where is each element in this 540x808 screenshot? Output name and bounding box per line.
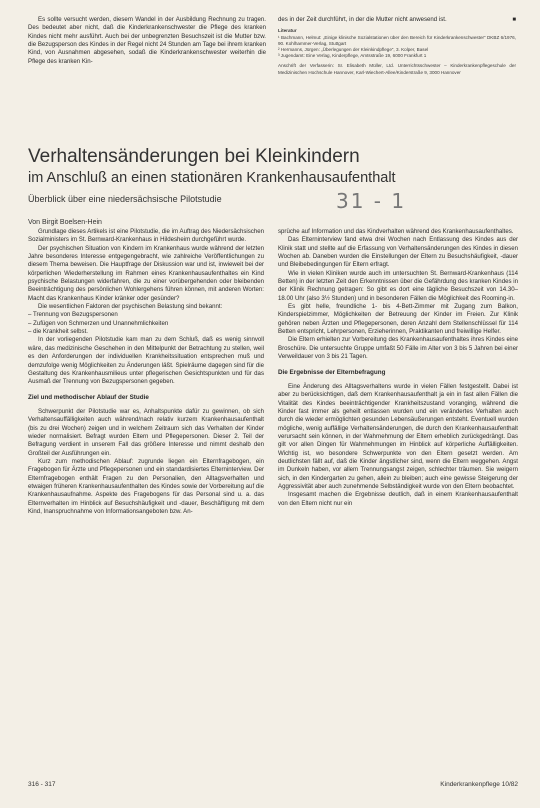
literature-heading: Literatur — [278, 28, 297, 34]
paragraph: Es sollte versucht werden, diesem Wandel in der Ausbildung Rechnung zu tragen. Des bedeutet aber nicht, daß die Kinderkrankenschwester die Pflege des kranken Kindes nicht mehr ausführt. Auch bei der unbegrenzten Besuchszeit ist die Mutter bzw. die Bezugsperson des Kindes in der Regel nicht 24 Stunden am Tage bei ihrem kranken Kind, von Ausnahmen abgesehen, sodaß die Kinderkrankenschwester weiterhin die Pflege des kranken Kin- — [28, 16, 266, 65]
paragraph-text: des in der Zeit durchführt, in der die Mutter nicht anwesend ist. — [278, 16, 447, 23]
body-column-right — [278, 228, 518, 508]
paragraph: Kurz zum methodischen Ablauf: zugrunde liegen ein Elternfragebogen, ein Fragebogen für Ärzte und Pflegepersonen und ein standardisiertes Elterninterview. Der Elternfragebogen enthält Fragen zu den Personalien, den Alltagsverhalten und etwaigen früheren Krankenhausaufenthalten des Kindes sowie der Vorbereitung auf die Krankenhausaufnahme. Aspekte des Fragebogens für das Personal sind u. a. das Elternverhalten im Hinblick auf Besuchshäufigkeit und -dauer, Beschäftigung mit dem Kind, Inanspruchnahme von Informationsangeboten bzw. An- — [28, 457, 264, 515]
author-address: Anschrift der Verfasserin: Sr. Elisabeth Müller, Ltd. Unterrichtsschwester – Kinderkrankenpflegeschule der Medizinischen Hochschule Hannover, Karl-Wiechert-Allee/Kinderstraße 9, 3000 Hannover — [278, 63, 516, 75]
paragraph: Es gibt helle, freundliche 1- bis 4-Bett-Zimmer mit Zugang zum Balkon, Kinderspielzimmer, Möglichkeiten der Betreuung der Kinder im Freien. Zur Klinik gehören neben Ärzten und Pflegepersonen, deren Anzahl dem Stellenschlüssel für 114 Betten entspricht, Lehrpersonen, Erzieherinnen, Praktikanten und freiwillige Helfer. — [278, 303, 518, 336]
page-number: 316 - 317 — [28, 781, 56, 788]
paragraph: Eine Änderung des Alltagsverhaltens wurde in vielen Fällen festgestellt. Dabei ist aber zu berücksichtigen, daß dem Krankenhausaufenthalt ja ein in fast allen Fällen die Vitalität des Kindes beeinträchtigender Krankheitszustand voranging, während die Kinder fast immer als geheilt entlassen wurden und ein verändertes Verhalten auch durch die wieder ermöglichten gesunden Lebensäußerungen entsteht. Eventuell wurden mögliche, wenig auffällige Verhaltensänderungen, die durch den Krankenhausaufenthalt verursacht sein können, in der Wahrnehmung der Eltern erheblich zurückgedrängt. Das gilt vor allen Dingen für Wahrnehmungen im Hinblick auf körperliche Auffälligkeiten. Wichtig ist, wo besondere Schwerpunkte von den Eltern gesetzt werden. Am deutlichsten fällt auf, daß die Kinder ängstlicher sind, wenn die Eltern weggehen. Angst im Dunkeln haben, vor allem Trennungsangst zeigen, schlechter träumen. Sie weigern sich, in den Kindergarten zu gehen, allein zu bleiben; auch eine gewisse Steigerung der Aggressivität aber auch zunehmende Selbständigkeit wurde von den Eltern beobachtet. — [278, 382, 518, 490]
factor-list — [28, 311, 264, 336]
paragraph: Grundlage dieses Artikels ist eine Pilotstudie, die im Auftrag des Niedersächsischen Sozialministers im St. Bernward-Krankenhaus in Hildesheim durchgeführt wurde. — [28, 228, 264, 244]
paragraph: Der psychischen Situation von Kindern im Krankenhaus wurde während der letzten Jahre besonderes Interesse entgegengebracht, wie zahlreiche Veröffentlichungen zu diesem Thema beweisen. Die Hauptfrage der Diskussion war und ist, inwieweit bei der körperlichen Wiederherstellung im Rahmen eines Krankenhausaufenthaltes ein Kind psychische Belastungen widerfahren, die zu einer vorübergehenden oder bleibenden Beeinträchtigung des persönlichen Wohlergehens führen können, mit anderen Worten: Macht das Krankenhaus Kinder kränker oder gesünder? — [28, 244, 264, 302]
handwritten-annotation: 31 - 1 — [336, 189, 407, 213]
literature-item: ¹ Bachmann, Helmut: „Einige klinische Sozialstationen über den Bereich für Kinderkrankenschwester“ DKBZ 6/1976, 90. Kohlhammer-Verlag, Stuttgart — [278, 34, 516, 46]
paragraph: Wie in vielen Kliniken wurde auch im untersuchten St. Bernward-Krankenhaus (114 Betten) in der letzten Zeit den Erkenntnissen über die Gefährdung des kranken Kindes in der Klinik Rechnung getragen: So gibt es dort eine tägliche Besuchszeit von 14.30–18.00 Uhr (also 3½ Stunden) und in besonderen Fällen die Möglichkeit des Rooming-in. — [278, 269, 518, 302]
paragraph: Insgesamt machen die Ergebnisse deutlich, daß in einem Krankenhausaufenthalt von den Eltern nicht nur ein — [278, 491, 518, 507]
list-item: – Trennung von Bezugspersonen — [28, 311, 264, 319]
section-heading: Ziel und methodischer Ablauf der Studie — [28, 393, 149, 401]
literature-list — [278, 28, 516, 75]
end-mark-icon: ■ — [512, 16, 516, 23]
paragraph: In der vorliegenden Pilotstudie kam man zu dem Schluß, daß es wenig sinnvoll wäre, das medizinische Geschehen in den Mittelpunkt der Betrachtung zu stellen, weil es den Anforderungen der individuellen Krankheitssituation entsprechen muß und demzufolge wenig Möglichkeiten zu Änderungen läßt. Spielräume dagegen sind für die Gestaltung des Krankenhausmilieus unter pflegerischen Gesichtspunkten und für das Ausmaß der Trennung von Bezugspersonen gegeben. — [28, 336, 264, 386]
paragraph: Die wesentlichen Faktoren der psychischen Belastung sind bekannt: — [38, 303, 223, 311]
paragraph: sprüche auf Information und das Kindverhalten während des Krankenhausaufenthaltes. — [278, 228, 514, 235]
author-byline: Von Birgit Boelsen-Hein — [28, 219, 102, 226]
continued-text-left — [28, 16, 266, 66]
section-heading: Die Ergebnisse der Elternbefragung — [278, 368, 386, 376]
paragraph: Schwerpunkt der Pilotstudie war es, Anhaltspunkte dafür zu gewinnen, ob sich Verhaltensauffälligkeiten auch während/nach relativ kurzem Krankenhausaufenthalt (bis zu drei Wochen) zeigen und in welchem Zeitraum sich das Verhalten der Kinder wieder normalisiert. Befragt wurden Eltern und Pflegepersonen. Dieser 2. Teil der Befragung verdient in unserem Fall das größere Interesse und nimmt deshalb den Großteil der Ausführungen ein. — [28, 407, 264, 457]
article-title: Verhaltensänderungen bei Kleinkindern — [28, 146, 360, 167]
article-subtitle: im Anschluß an einen stationären Krankenhausaufenthalt — [28, 170, 396, 186]
continued-text-right — [278, 16, 516, 76]
list-item: – Zufügen von Schmerzen und Unannehmlichkeiten — [28, 320, 264, 328]
literature-item: ³ Jugendamt: Eine Verlag, Kinderpflege, Amtsstraße 19, 6000 Frankfurt 1 — [278, 53, 427, 59]
list-item: – die Krankheit selbst. — [28, 328, 264, 336]
article-kicker: Überblick über eine niedersächsische Pilotstudie — [28, 194, 222, 204]
paragraph: Die Eltern erhielten zur Vorbereitung des Krankenhausaufenthaltes ihres Kindes eine Broschüre. Die untersuchte Gruppe umfaßt 50 Fälle im Alter von 3 bis 5 Jahren bei einer Verweildauer von 3 bis 21 Tagen. — [278, 336, 518, 361]
journal-issue: Kinderkrankenpflege 10/82 — [440, 781, 518, 788]
paragraph — [278, 16, 516, 24]
body-column-left — [28, 228, 264, 516]
literature-item: ² Hermanns, Jürgen: „Überlegungen der Kleinkindpflege“, 3. Kolper, Basel — [278, 46, 429, 52]
paragraph: Das Elterninterview fand etwa drei Wochen nach Entlassung des Kindes aus der Klinik statt und stellte auf die Erfassung von Verhaltensänderungen des Kindes in diesen Wochen ab. Daneben wurden die Einstellungen der Eltern zu Besuchshäufigkeit, -dauer und Bleibebedingungen für Eltern erfragt. — [278, 236, 518, 269]
